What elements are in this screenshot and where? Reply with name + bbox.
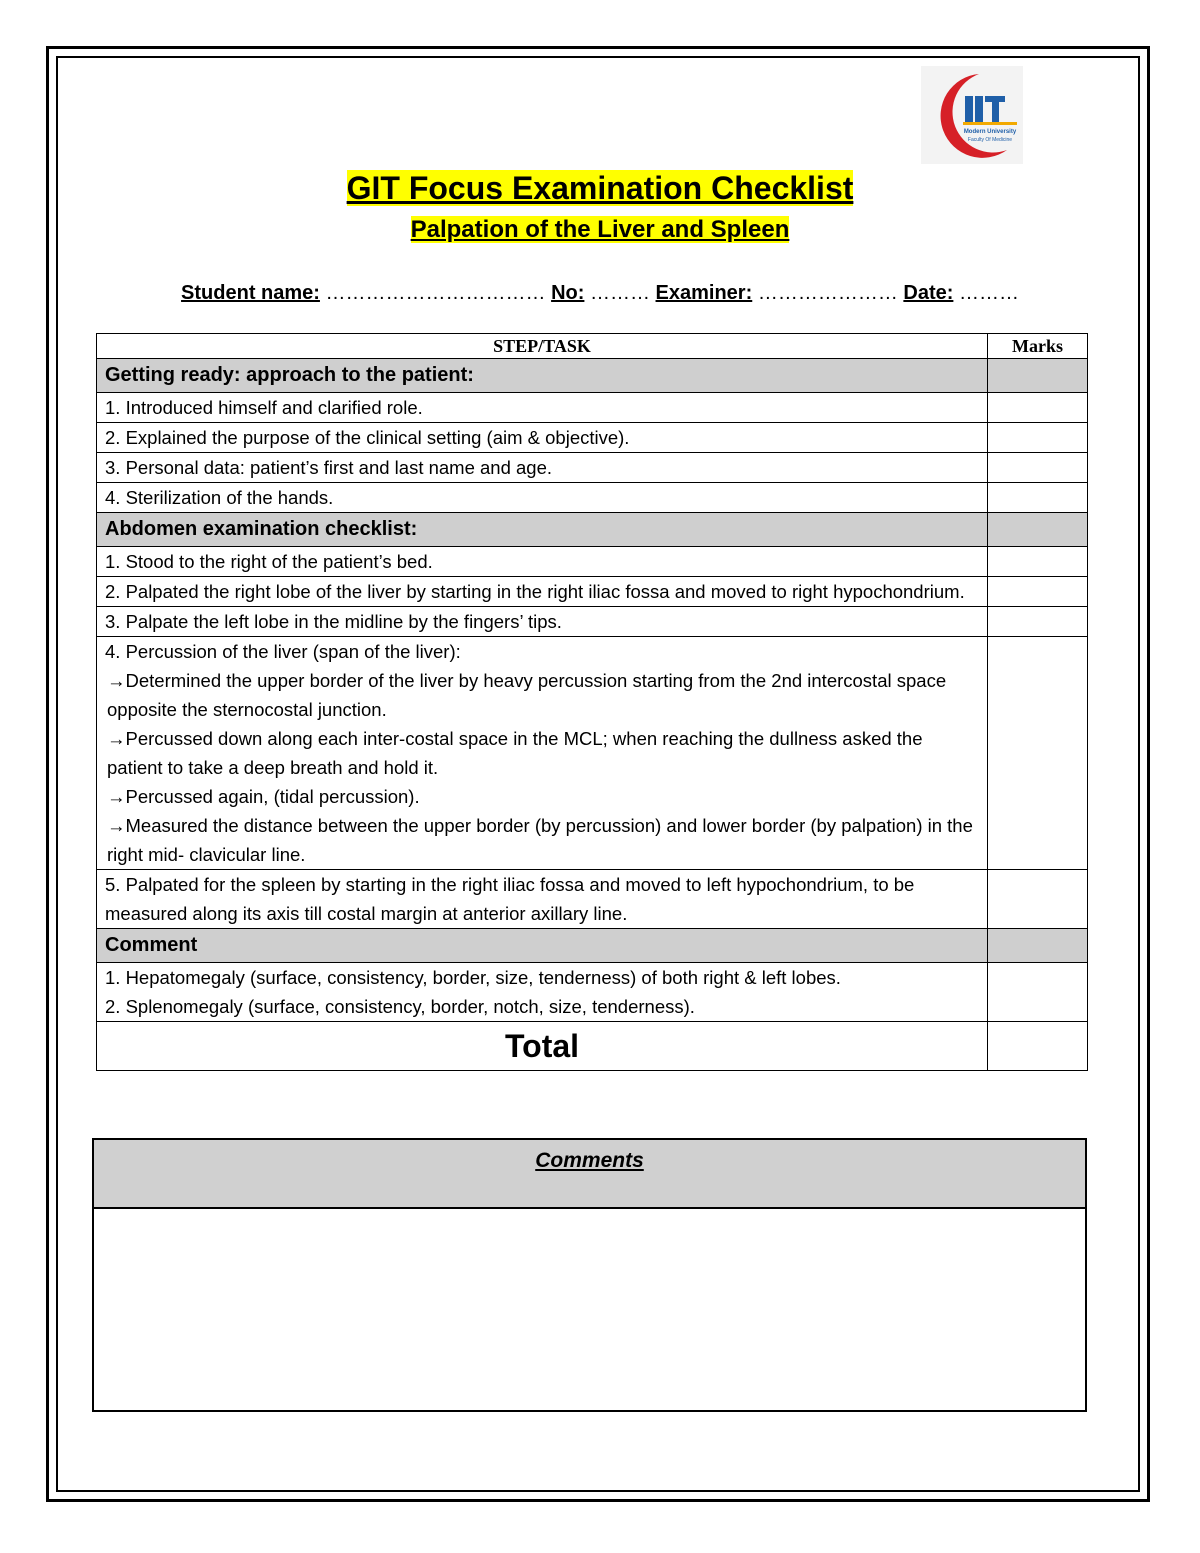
section-abdomen-exam: Abdomen examination checklist: — [97, 513, 988, 547]
number-label: No: — [551, 282, 585, 304]
task-item: 2. Palpated the right lobe of the liver by starting in the right iliac fossa and moved to right hypochondrium. — [97, 577, 988, 607]
task-item: 2. Explained the purpose of the clinical setting (aim & objective). — [97, 423, 988, 453]
date-label: Date: — [903, 282, 954, 304]
date-field[interactable]: ……… — [958, 282, 1019, 304]
total-label: Total — [97, 1022, 988, 1071]
comment-line: 1. Hepatomegaly (surface, consistency, border, size, tenderness) of both right & left lobes. — [105, 967, 841, 988]
marks-cell[interactable] — [988, 513, 1088, 547]
marks-cell[interactable] — [988, 453, 1088, 483]
percussion-step: →Percussed down along each inter-costal space in the MCL; when reaching the dullness asked the patient to take a deep breath and hold it. — [107, 728, 923, 778]
marks-header: Marks — [988, 334, 1088, 359]
student-name-label: Student name: — [181, 282, 320, 304]
task-item: 5. Palpated for the spleen by starting in the right iliac fossa and moved to left hypochondrium, to be measured along its axis till costal margin at anterior axillary line. — [97, 870, 988, 929]
percussion-step: →Measured the distance between the upper border (by percussion) and lower border (by palpation) in the right mid- clavicular line. — [107, 815, 973, 865]
comment-items — [97, 963, 988, 1022]
percussion-step: →Percussed again, (tidal percussion). — [107, 786, 420, 807]
marks-cell[interactable] — [988, 393, 1088, 423]
university-logo — [921, 66, 1023, 164]
svg-text:Faculty Of Medicine: Faculty Of Medicine — [967, 137, 1013, 143]
marks-cell[interactable] — [988, 607, 1088, 637]
percussion-intro: 4. Percussion of the liver (span of the liver): — [105, 641, 461, 662]
step-task-header: STEP/TASK — [97, 334, 988, 359]
student-info-line — [0, 282, 1200, 305]
task-item: 1. Stood to the right of the patient’s bed. — [97, 547, 988, 577]
task-item: 3. Palpate the left lobe in the midline by the fingers’ tips. — [97, 607, 988, 637]
comments-area[interactable] — [94, 1209, 1085, 1412]
number-field[interactable]: ……… — [589, 282, 650, 304]
marks-cell[interactable] — [988, 577, 1088, 607]
marks-cell[interactable] — [988, 359, 1088, 393]
examiner-label: Examiner: — [655, 282, 753, 304]
task-item: 4. Sterilization of the hands. — [97, 483, 988, 513]
section-comment: Comment — [97, 929, 988, 963]
marks-cell[interactable] — [988, 870, 1088, 929]
section-getting-ready: Getting ready: approach to the patient: — [97, 359, 988, 393]
page-title: GIT Focus Examination Checklist — [346, 170, 854, 206]
marks-cell[interactable] — [988, 637, 1088, 870]
total-marks-cell[interactable] — [988, 1022, 1088, 1071]
comments-heading: Comments — [94, 1140, 1085, 1209]
marks-cell[interactable] — [988, 423, 1088, 453]
comments-box — [92, 1138, 1087, 1412]
task-item: 1. Introduced himself and clarified role. — [97, 393, 988, 423]
marks-cell[interactable] — [988, 547, 1088, 577]
task-item: 3. Personal data: patient’s first and last name and age. — [97, 453, 988, 483]
svg-text:Modern University: Modern University — [963, 129, 1017, 135]
examiner-field[interactable]: ………………… — [757, 282, 898, 304]
percussion-step: →Determined the upper border of the liver by heavy percussion starting from the 2nd intercostal space opposite the sternocostal junction. — [107, 670, 947, 720]
marks-cell[interactable] — [988, 963, 1088, 1022]
student-name-field[interactable]: …………………………… — [325, 282, 546, 304]
marks-cell[interactable] — [988, 483, 1088, 513]
page-subtitle: Palpation of the Liver and Spleen — [410, 216, 790, 243]
comment-line: 2. Splenomegaly (surface, consistency, border, notch, size, tenderness). — [105, 996, 695, 1017]
marks-cell[interactable] — [988, 929, 1088, 963]
task-item-percussion — [97, 637, 988, 870]
checklist-table — [96, 333, 1088, 1071]
